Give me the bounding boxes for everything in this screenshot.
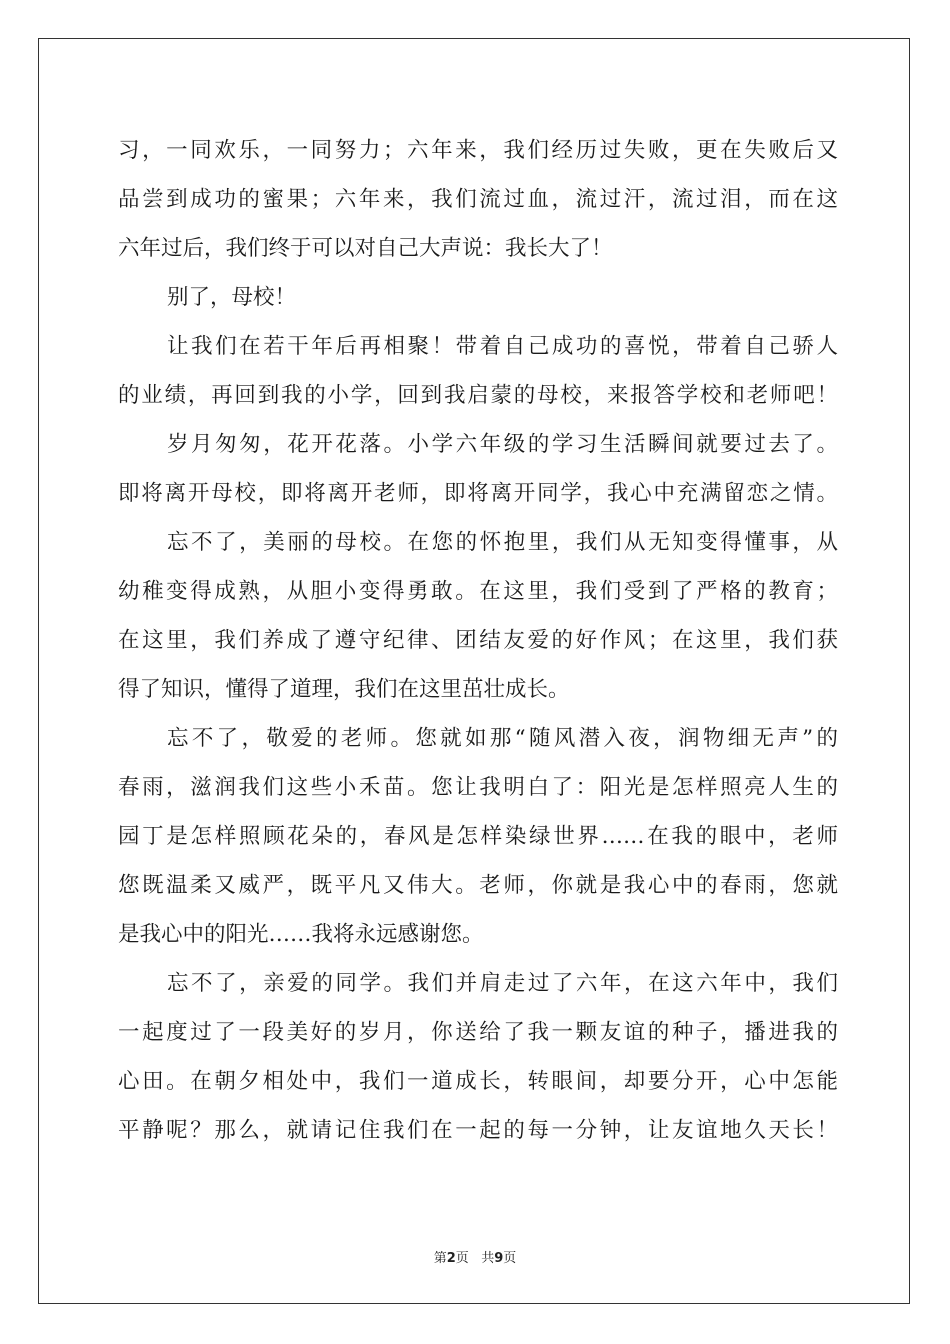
text-line: 六年过后，我们终于可以对自己大声说：我长大了！: [118, 236, 613, 261]
page-total: 9: [494, 1251, 504, 1266]
text-line: 春雨，滋润我们这些小禾苗。您让我明白了：阳光是怎样照亮人生的: [118, 775, 838, 800]
paragraph-start: 别了，母校！: [167, 285, 297, 310]
text-line: 一起度过了一段美好的岁月，你送给了我一颗友谊的种子，播进我的: [118, 1020, 838, 1045]
paragraph-start: 岁月匆匆，花开花落。小学六年级的学习生活瞬间就要过去了。: [167, 432, 838, 457]
text-line: 园丁是怎样照顾花朵的，春风是怎样染绿世界……在我的眼中，老师: [118, 824, 838, 849]
text-line: 即将离开母校，即将离开老师，即将离开同学，我心中充满留恋之情。: [118, 481, 838, 506]
text-line: 得了知识，懂得了道理，我们在这里茁壮成长。: [118, 677, 570, 702]
paragraph-start: 忘不了，美丽的母校。在您的怀抱里，我们从无知变得懂事，从: [167, 530, 838, 555]
text-line: 品尝到成功的蜜果；六年来，我们流过血，流过汗，流过泪，而在这: [118, 187, 838, 212]
text-line: 心田。在朝夕相处中，我们一道成长，转眼间，却要分开，心中怎能: [118, 1069, 838, 1094]
paragraph-start: 忘不了，亲爱的同学。我们并肩走过了六年，在这六年中，我们: [167, 971, 838, 996]
text-line: 是我心中的阳光……我将永远感谢您。: [118, 922, 484, 947]
text-line: 您既温柔又威严，既平凡又伟大。老师，你就是我心中的春雨，您就: [118, 873, 838, 898]
text-line: 平静呢？那么，就请记住我们在一起的每一分钟，让友谊地久天长！: [118, 1118, 838, 1143]
text-line: 幼稚变得成熟，从胆小变得勇敢。在这里，我们受到了严格的教育；: [118, 579, 838, 604]
page-current: 2: [446, 1251, 456, 1266]
text-line: 的业绩，再回到我的小学，回到我启蒙的母校，来报答学校和老师吧！: [118, 383, 838, 408]
footer-total-prefix: 共: [481, 1251, 495, 1266]
text-line: 习，一同欢乐，一同努力；六年来，我们经历过失败，更在失败后又: [118, 138, 838, 163]
page-footer: [0, 1247, 950, 1266]
paragraph-start: 忘不了，敬爱的老师。您就如那“随风潜入夜，润物细无声”的: [167, 726, 838, 751]
footer-page-word: 页: [455, 1251, 469, 1266]
footer-prefix: 第: [433, 1251, 447, 1266]
document-body: [118, 126, 838, 1155]
paragraph-start: 让我们在若干年后再相聚！带着自己成功的喜悦，带着自己骄人: [167, 334, 838, 359]
footer-total-suffix: 页: [503, 1251, 517, 1266]
text-line: 在这里，我们养成了遵守纪律、团结友爱的好作风；在这里，我们获: [118, 628, 838, 653]
